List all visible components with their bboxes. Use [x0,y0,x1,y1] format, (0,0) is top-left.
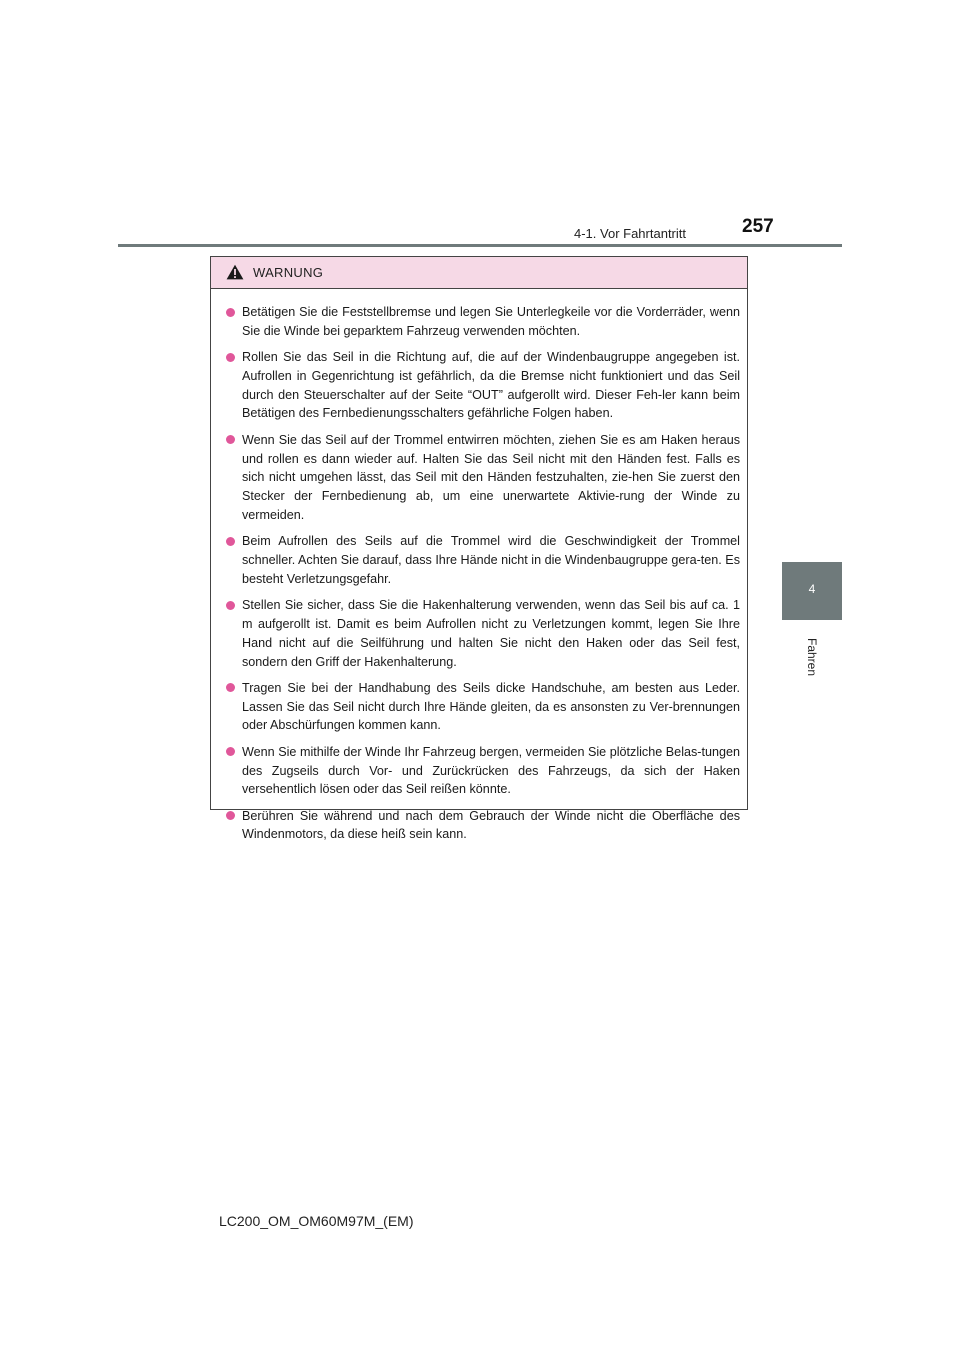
warning-list [211,289,747,844]
bullet-icon [226,435,235,444]
bullet-icon [226,811,235,820]
bullet-icon [226,353,235,362]
bullet-icon [226,601,235,610]
warning-item [226,596,740,671]
warning-item [226,807,740,845]
bullet-icon [226,683,235,692]
chapter-label: Fahren [805,637,819,677]
warning-box [210,256,748,842]
warning-item [226,679,740,735]
warning-item [226,431,740,525]
warning-triangle-icon [226,264,244,280]
warning-header [211,257,747,289]
warning-item-text: Wenn Sie mithilfe der Winde Ihr Fahrzeug bergen, vermeiden Sie plötzliche Belas-tungen des Zugseils durch Vor- und Zurückrücken des Fahrzeugs, da sich der Haken versehentlich lösen oder das Seil reißen könnte. [242,744,740,797]
bullet-icon [226,537,235,546]
warning-item-text: Beim Aufrollen des Seils auf die Trommel wird die Geschwindigkeit der Trommel schneller. Achten Sie darauf, dass Ihre Hände nicht in die Windenbaugruppe gera-ten. Es besteht Verletzungsgefahr. [242,534,740,586]
warning-item [226,532,740,588]
warning-title: WARNUNG [253,265,324,280]
page-number: 257 [742,216,774,237]
warning-item-text: Stellen Sie sicher, dass Sie die Hakenhalterung verwenden, wenn das Seil bis auf ca. 1 m aufgerollt ist. Damit es beim Aufrollen nicht zu Verletzungen kommt, legen Sie Ihre Hand nicht auf die Seilführung und halten Sie nicht den Haken oder das Seil fest, sondern den Griff der Hakenhalterung. [242,598,740,669]
warning-item-text: Rollen Sie das Seil in die Richtung auf, die auf der Windenbaugruppe angegeben ist. Aufrollen in Gegenrichtung ist gefährlich, da die Bremse nicht funktioniert und das Seil durch den Steuerschalter auf der Seite “OUT” aufgerollt wird. Dieser Feh-ler kann beim Betätigen des Fernbedienungsschalters gefährliche Folgen haben. [242,350,740,421]
section-title: 4-1. Vor Fahrtantritt [574,226,686,241]
warning-item-text: Wenn Sie das Seil auf der Trommel entwirren möchten, ziehen Sie es am Haken heraus und rollen es dann wieder auf. Halten Sie das Seil nicht mit den Händen fest. Falls es sich nicht umgehen lässt, das Seil mit den Händen festzuhalten, zie-hen Sie zuerst den Stecker der Fernbedienung ab, um eine unerwartete Aktivie-rung der Winde zu vermeiden. [242,432,740,522]
warning-item-text: Berühren Sie während und nach dem Gebrauch der Winde nicht die Oberfläche des Windenmotors, da diese heiß sein kann. [242,808,740,842]
header-divider [118,244,842,247]
chapter-tab [782,562,842,620]
warning-item [226,743,740,799]
bullet-icon [226,747,235,756]
document-code: LC200_OM_OM60M97M_(EM) [219,1213,414,1229]
warning-item [226,348,740,423]
warning-item-text: Betätigen Sie die Feststellbremse und legen Sie Unterlegkeile vor die Vorderräder, wenn Sie die Winde bei geparktem Fahrzeug verwenden möchten. [242,305,740,338]
warning-item-text: Tragen Sie bei der Handhabung des Seils dicke Handschuhe, am besten aus Leder. Lassen Sie das Seil nicht durch Ihre Hände gleiten, da es ansonsten zu Ver-brennungen oder Abschürfungen kommen kann. [242,680,740,733]
warning-item [226,303,740,341]
bullet-icon [226,308,235,317]
chapter-number: 4 [808,582,816,596]
